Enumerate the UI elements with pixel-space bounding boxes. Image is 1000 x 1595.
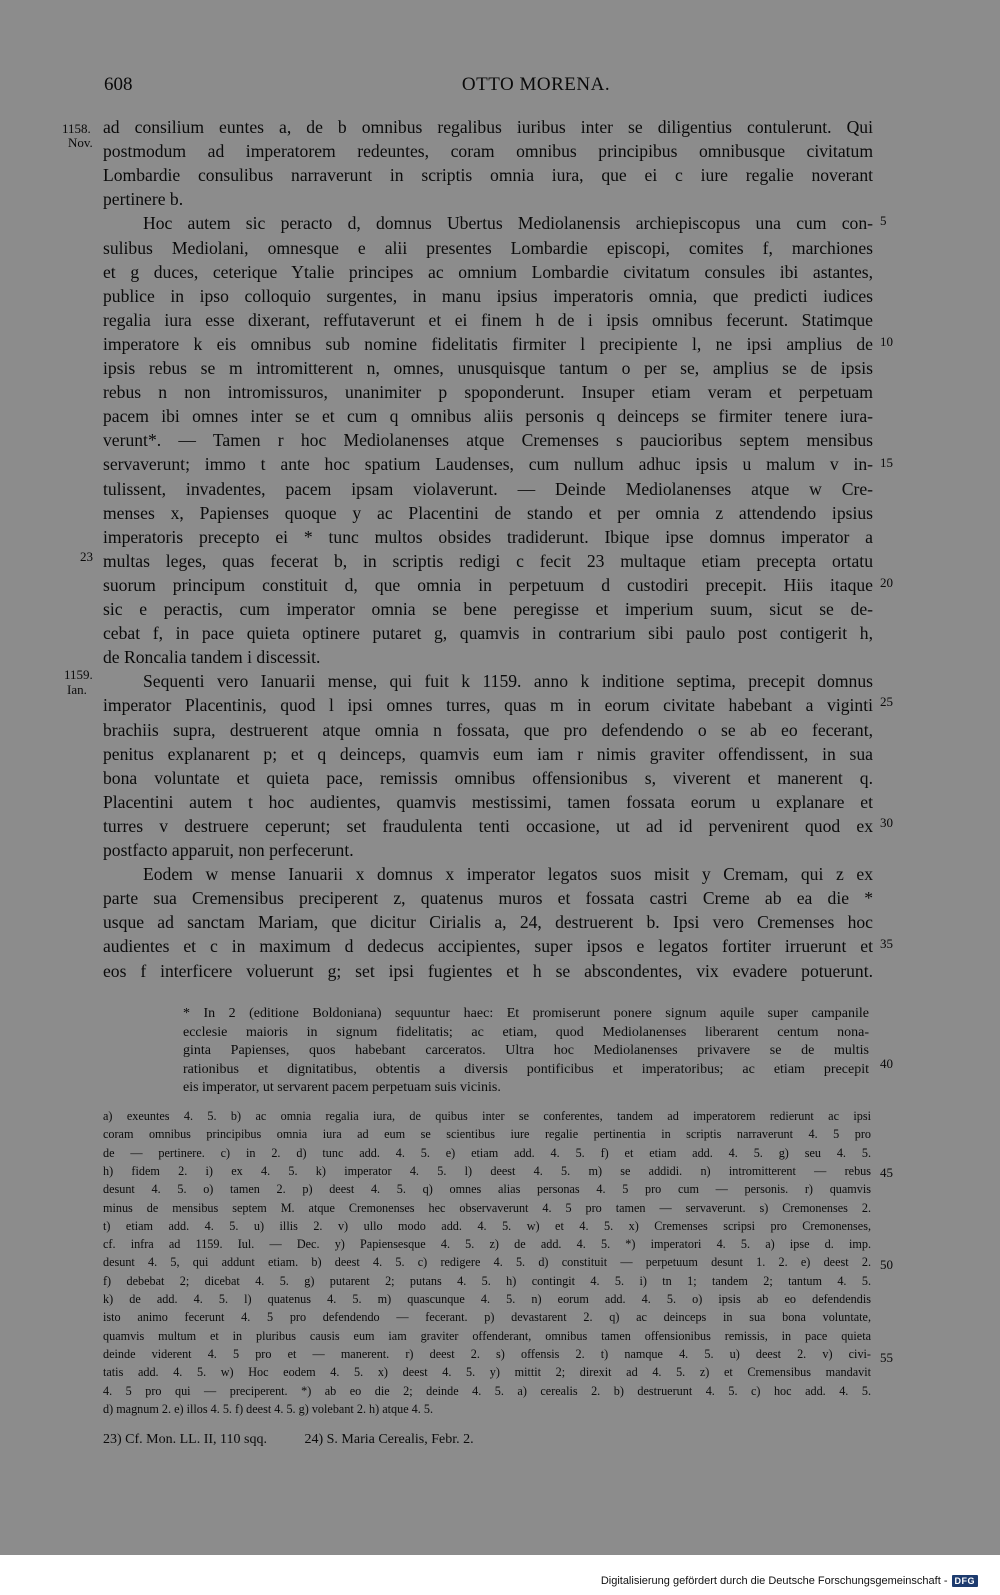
star-note-line: rationibus et dignitatibus, obtentis a diversis pontificibus et imperatoribus; ac etiam precepit <box>183 1061 869 1077</box>
apparatus-line: deinde viderent 4. 5 pro et — manerent. r) deest 2. s) offensis 2. t) namque 4. 5. u) deest 2. v) civi- <box>103 1346 871 1361</box>
text-line: brachiis supra, destruerent atque omnia n fossata, que pro defendendo o se ab eo fecerant, <box>103 719 873 740</box>
apparatus-line: de — pertinere. c) in 2. d) tunc add. 4. 5. e) etiam add. 4. 5. f) et etiam add. 4. 5. g) seu 4. 5. <box>103 1145 871 1160</box>
text-line: postmodum ad imperatorem redeuntes, coram omnibus principibus omnibusque civitatum <box>103 141 873 162</box>
historical-notes <box>103 1432 508 1448</box>
text-line: eos f interficere voluerunt g; set ipsi fugientes et h se abscondentes, vix evadere potuerunt. <box>103 960 873 981</box>
text-line: verunt*. — Tamen r hoc Mediolanenses atque Cremenses s paucioribus septem mensibus <box>103 430 873 451</box>
text-line: Eodem w mense Ianuarii x domnus x imperator legatos suos misit y Cremam, qui z ex <box>143 864 873 885</box>
text-line: postfacto apparuit, non perfecerunt. <box>103 840 354 860</box>
margin-note: 1159. <box>64 667 93 682</box>
star-note-line: * In 2 (editione Boldoniana) sequuntur haec: Et promiserunt ponere signum aquile super campanile <box>183 1006 869 1021</box>
text-line: de Roncalia tandem i discessit. <box>103 647 321 668</box>
margin-note: 1158. <box>62 121 91 136</box>
apparatus-line: quamvis multum et in pluribus causis eum iam graviter offenderant, omnibus tamen offensionibus remissis, in pace quieta <box>103 1328 871 1343</box>
historical-note: 23) Cf. Mon. LL. II, 110 sqq. <box>103 1432 267 1447</box>
apparatus-line: minus de mensibus septem M. atque Cremonenses hec observaverunt 4. 5 pro tamen — servaverunt. s) Cremonenses 2. <box>103 1200 871 1215</box>
text-line: tulissent, invadentes, pacem ipsam violaverunt. — Deinde Mediolanenses atque w Cre- <box>103 478 873 499</box>
star-note-line: eis imperator, ut servarent pacem perpetuam suis vicinis. <box>183 1080 501 1095</box>
text-line: penitus explanarent p; et q deinceps, quamvis eum iam r nimis graviter offendissent, in sua <box>103 743 873 764</box>
text-line: suorum principum constituit d, que omnia in perpetuum d custodiri precepit. Hiis itaque <box>103 574 873 595</box>
margin-note: 23 <box>80 549 93 564</box>
apparatus-line: cf. infra ad 1159. Iul. — Dec. y) Papiensesque 4. 5. z) de add. 4. 5. *) imperatori 4. 5. a) ipse d. imp. <box>103 1237 871 1252</box>
running-header <box>104 74 968 104</box>
text-line: et g duces, ceterique Ytalie principes ac omnium Lombardie civitatum consules ibi astantes, <box>103 261 873 282</box>
text-line: Sequenti vero Ianuarii mense, qui fuit k 1159. anno k inditione septima, precepit domnus <box>143 671 873 692</box>
apparatus-line: k) de add. 4. 5. l) quatenus 4. 5. m) quascunque 4. 5. n) eorum add. 4. 5. o) ipsis ab eo defendendis <box>103 1292 871 1306</box>
historical-note: 24) S. Maria Cerealis, Febr. 2. <box>304 1432 474 1447</box>
text-line: sulibus Mediolani, omnesque e alii presentes Lombardie episcopi, comites f, marchiones <box>103 237 873 258</box>
text-line: pertinere b. <box>103 189 184 210</box>
text-line: parte sua Cremensibus preciperent z, quatenus muros et fossata castri Creme ab ea die * <box>103 888 873 909</box>
text-line: ipsis rebus se m intromitterent n, omnes, unusquisque tantum o per se, amplius se de ipsis <box>103 358 873 378</box>
text-line: bona voluntate et quieta pace, remissis omnibus offensionibus s, viverent et manerent q. <box>103 767 873 788</box>
line-number: 25 <box>880 694 893 709</box>
apparatus-line: tatis add. 4. 5. w) Hoc eodem 4. 5. x) deest 4. 5. y) mittit 2; direxit ad 4. 5. z) et Cremensibus mandavit <box>103 1365 871 1380</box>
text-line: ad consilium euntes a, de b omnibus regalibus iuribus inter se diligentius contulerunt. Qui <box>103 117 873 137</box>
line-number: 55 <box>880 1350 893 1365</box>
line-number: 5 <box>880 213 887 228</box>
line-number: 40 <box>880 1056 893 1071</box>
text-line: imperatore k eis omnibus sub nomine fidelitatis firmiter l precipiente l, ne ipsi amplius de <box>103 333 873 354</box>
apparatus-line: f) debebat 2; dicebat 4. 5. g) putarent 2; putans 4. 5. h) contingit 4. 5. i) tn 1; tandem 2; tantum 4. 5. <box>103 1273 871 1288</box>
dfg-logo-icon: DFG <box>952 1575 979 1587</box>
text-line: Hoc autem sic peracto d, domnus Ubertus Mediolanensis archiepiscopus una cum con- <box>143 213 873 234</box>
apparatus-line: desunt 4. 5. o) tamen 2. p) deest 4. 5. q) omnes alias personas 4. 5 pro cum — personis. r) quamvis <box>103 1182 871 1197</box>
text-line: cebat f, in pace quieta optinere putaret g, quamvis in contrarium sibi paulo post contigerit h, <box>103 623 873 644</box>
running-title: OTTO MORENA. <box>461 74 611 95</box>
page-number: 608 <box>104 74 133 95</box>
footer-credit: Digitalisierung gefördert durch die Deutsche Forschungsgemeinschaft - <box>600 1575 948 1587</box>
line-number: 45 <box>880 1165 893 1180</box>
apparatus-line: coram omnibus principibus omnia iura ad eum se scientibus iure regalie pertinentia in scriptis narraverunt 4. 5 pro <box>103 1127 871 1142</box>
apparatus-line: isto animo fecerunt 4. 5 pro defendendo — fecerant. p) devastarent 2. q) ac deinceps in sua bona voluntate, <box>103 1310 871 1325</box>
text-line: audientes et c in maximum d dedecus accipientes, super ipsos e legatos fortiter irruerunt et <box>103 936 873 957</box>
star-note-line: ginta Papienses, quos habebant carceratos. Ultra hoc Mediolanenses privavere se de multis <box>183 1043 869 1058</box>
apparatus-line: desunt 4. 5, qui addunt etiam. b) deest 4. 5. c) redigere 4. 5. d) constituit — perpetuum desunt 1. 2. e) deest 2. <box>103 1255 871 1270</box>
text-line: rebus n non intromissuros, unanimiter p spoponderunt. Insuper etiam veram et perpetuam <box>103 382 873 403</box>
apparatus-line: d) magnum 2. e) illos 4. 5. f) deest 4. 5. g) volebant 2. h) atque 4. 5. <box>103 1401 434 1416</box>
text-line: Placentini autem t hoc audientes, quamvis mestissimi, tamen fossata eorum u explanare et <box>103 791 873 812</box>
text-line: turres v destruere ceperunt; set fraudulenta tenti occasione, ut ad id pervenirent quod ex <box>103 815 873 836</box>
apparatus-line: h) fidem 2. i) ex 4. 5. k) imperator 4. 5. l) deest 4. 5. m) se addidi. n) intromitterent — rebus <box>103 1163 871 1178</box>
line-number: 30 <box>880 815 893 830</box>
text-line: usque ad sanctam Mariam, que dicitur Cirialis a, 24, destruerent b. Ipsi vero Cremenses hoc <box>103 912 873 933</box>
digitization-footer <box>601 1573 978 1589</box>
apparatus-line: a) exeuntes 4. 5. b) ac omnia regalia iura, de quibus inter se conferentes, tandem ad imperatorem redierunt ac ipsi <box>103 1109 871 1123</box>
star-note-line: ecclesie maioris in signum fidelitatis; ac etiam, quod Mediolanenses liberarent centum nona- <box>183 1024 869 1040</box>
text-line: publice in ipso colloquio surgentes, in manu ipsius imperatoris omnia, que predicti iudices <box>103 285 873 306</box>
apparatus-line: t) etiam add. 4. 5. u) illis 2. v) ullo modo add. 4. 5. w) et 4. 5. x) Cremenses scripsi pro Cremonenses, <box>103 1218 871 1233</box>
margin-note: Ian. <box>67 682 87 697</box>
line-number: 20 <box>880 575 893 590</box>
text-line: sic e peractis, cum imperator omnia se bene peregisse et imperium suum, sicut se de- <box>103 599 873 619</box>
line-number: 50 <box>880 1257 893 1272</box>
margin-note: Nov. <box>68 135 93 150</box>
text-line: multas leges, quas fecerat b, in scriptis redigi c fecit 23 multaque etiam precepta ortatu <box>103 550 873 571</box>
text-line: servaverunt; immo t ante hoc spatium Laudenses, cum nullum adhuc ipsis u malum v in- <box>103 454 873 475</box>
text-line: imperator Placentinis, quod l ipsi omnes turres, quas m in eorum civitate habebant a viginti <box>103 695 873 716</box>
text-line: imperatoris precepto ei * tunc multos obsides tradiderunt. Ibique ipse domnus imperator a <box>103 526 873 547</box>
line-number: 15 <box>880 455 893 470</box>
text-line: menses x, Papienses quoque y ac Placentini de stando et per omnia z attendendo ipsius <box>103 502 873 523</box>
line-number: 35 <box>880 936 893 951</box>
text-line: Lombardie consulibus narraverunt in scriptis omnia iura, que ei c iure regalie noverant <box>103 165 873 186</box>
text-line: pacem ibi omnes inter se et cum q omnibus aliis personis q deinceps se firmiter tenere iura- <box>103 406 873 427</box>
apparatus-line: 4. 5 pro qui — preciperent. *) ab eo die 2; deinde 4. 5. a) cerealis 2. b) destruerunt 4. 5. c) hoc add. 4. 5. <box>103 1383 871 1398</box>
text-line: regalia iura esse dixerant, reffutaverunt et ei finem h de i ipsis omnibus fecerunt. Statimque <box>103 309 873 330</box>
line-number: 10 <box>880 334 893 349</box>
